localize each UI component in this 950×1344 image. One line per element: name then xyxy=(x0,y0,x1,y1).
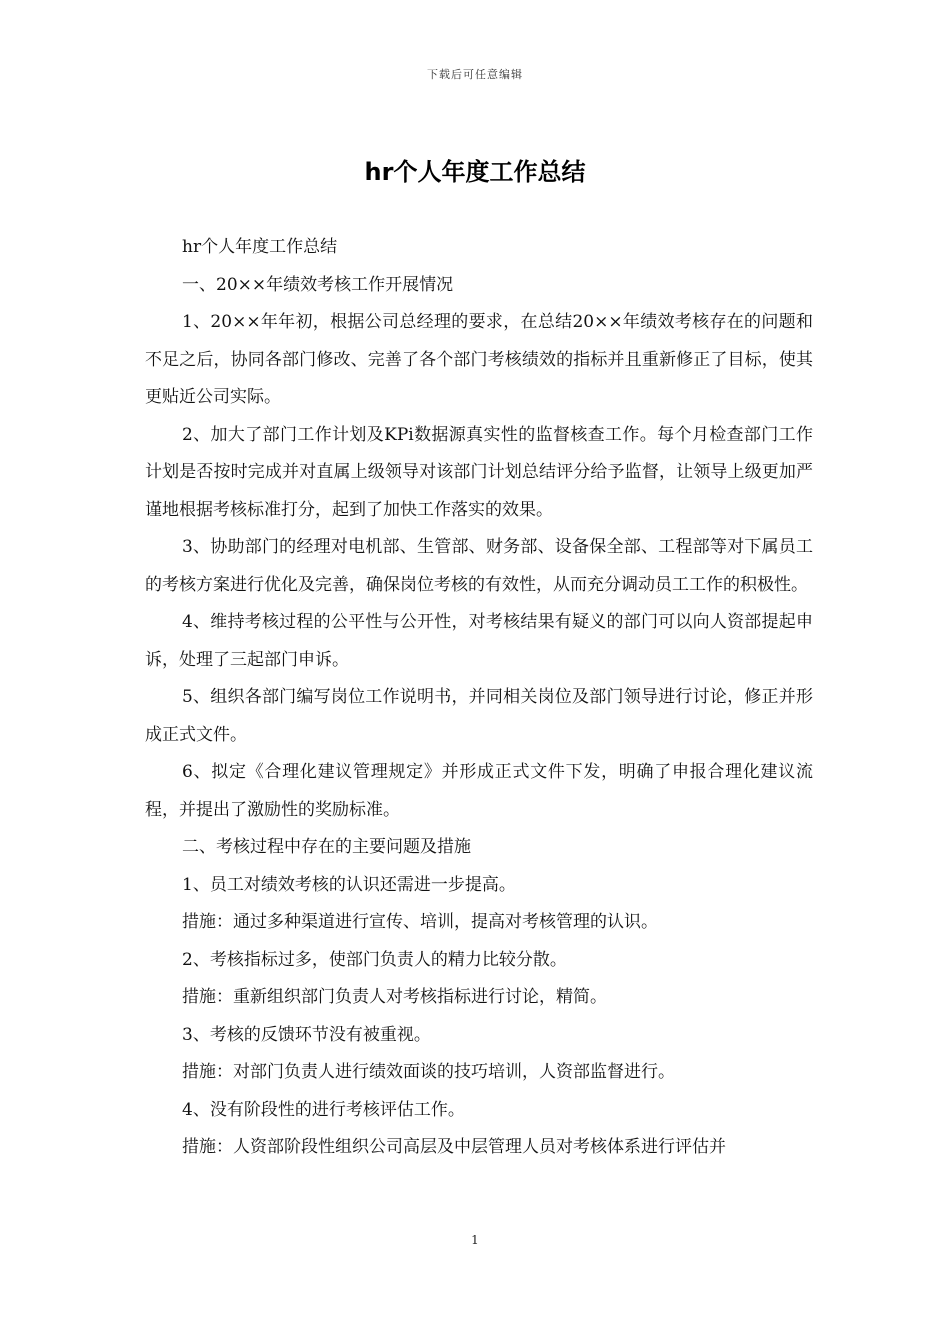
measure-item-4: 措施：人资部阶段性组织公司高层及中层管理人员对考核体系进行评估并 xyxy=(182,1137,726,1157)
problem-item-4: 4、没有阶段性的进行考核评估工作。 xyxy=(182,1099,465,1120)
page-number: 1 xyxy=(471,1233,479,1247)
section-heading-2: 二、考核过程中存在的主要问题及措施 xyxy=(182,837,471,857)
problem-item-3: 3、考核的反馈环节没有被重视。 xyxy=(182,1024,431,1045)
paragraph-item-1: 1、20××年年初，根据公司总经理的要求，在总结20××年绩效考核存在的问题和不足之后，协同各部门修改、完善了各个部门考核绩效的指标并且重新修正了目标，使其更贴近公司实际。 xyxy=(145,312,813,407)
paragraph-item-5: 5、组织各部门编写岗位工作说明书，并同相关岗位及部门领导进行讨论，修正并形成正式文件。 xyxy=(145,687,813,745)
paragraph-item-3: 3、协助部门的经理对电机部、生管部、财务部、设备保全部、工程部等对下属员工的考核方案进行优化及完善，确保岗位考核的有效性，从而充分调动员工工作的积极性。 xyxy=(145,537,813,595)
measure-item-2: 措施：重新组织部门负责人对考核指标进行讨论，精简。 xyxy=(182,987,607,1007)
problem-item-1: 1、员工对绩效考核的认识还需进一步提高。 xyxy=(182,874,516,895)
section-heading-1: 一、20××年绩效考核工作开展情况 xyxy=(182,274,454,295)
paragraph-item-2: 2、加大了部门工作计划及KPi数据源真实性的监督核查工作。每个月检查部门工作计划是否按时完成并对直属上级领导对该部门计划总结评分给予监督，让领导上级更加严谨地根据考核标准打分，起到了加快工作落实的效果。 xyxy=(145,424,813,520)
document-title: hr个人年度工作总结 xyxy=(364,158,586,186)
paragraph-intro-title: hr个人年度工作总结 xyxy=(182,237,338,257)
paragraph-item-4: 4、维持考核过程的公平性与公开性，对考核结果有疑义的部门可以向人资部提起申诉，处理了三起部门申诉。 xyxy=(145,612,813,670)
header-note: 下载后可任意编辑 xyxy=(427,68,523,81)
measure-item-3: 措施：对部门负责人进行绩效面谈的技巧培训，人资部监督进行。 xyxy=(182,1062,675,1082)
measure-item-1: 措施：通过多种渠道进行宣传、培训，提高对考核管理的认识。 xyxy=(182,912,658,932)
problem-item-2: 2、考核指标过多，使部门负责人的精力比较分散。 xyxy=(182,949,567,970)
document-body xyxy=(145,229,813,1167)
paragraph-item-6: 6、拟定《合理化建议管理规定》并形成正式文件下发，明确了申报合理化建议流程，并提出了激励性的奖励标准。 xyxy=(145,762,813,820)
